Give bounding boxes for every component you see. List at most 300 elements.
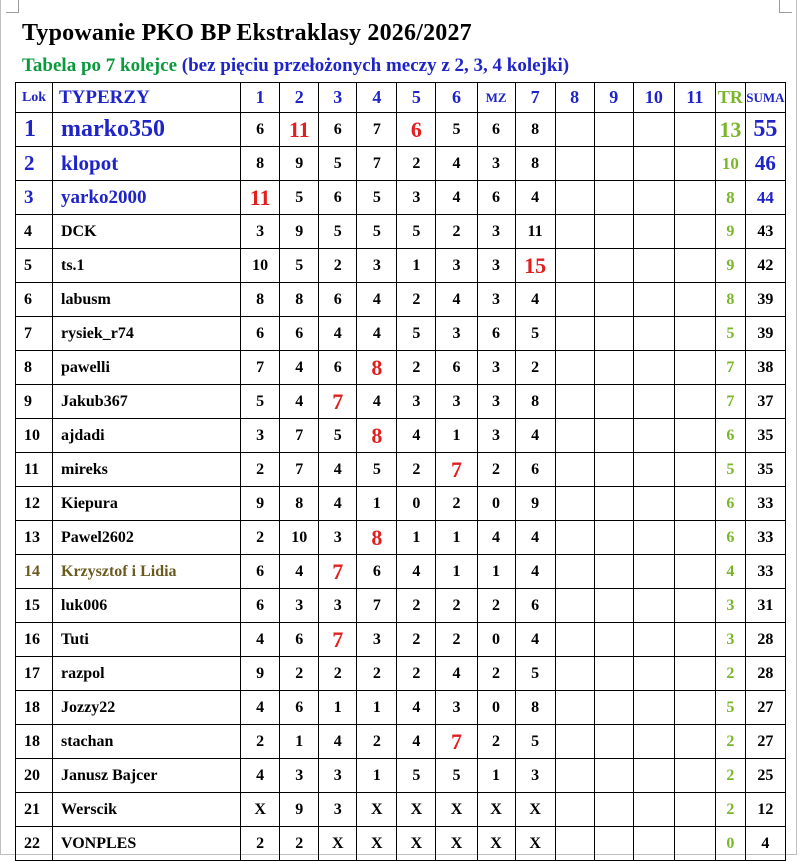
total-cell: 38 [745,351,785,385]
score-cell: 9 [241,487,280,521]
subtitle-round: Tabela po 7 kolejce [22,55,177,76]
score-cell [594,623,633,657]
player-name: marko350 [53,113,241,147]
score-cell: 4 [515,181,555,215]
page-title: Typowanie PKO BP Ekstraklasy 2026/2027 [22,20,472,46]
header-round-3: 3 [319,83,357,113]
score-cell [555,623,594,657]
score-cell [555,793,594,827]
header-row [16,83,786,113]
score-cell [633,351,674,385]
score-cell: 4 [357,317,397,351]
score-cell [594,147,633,181]
score-cell: 3 [477,419,515,453]
player-name: pawelli [53,351,241,385]
score-cell [674,521,715,555]
score-cell: 4 [319,487,357,521]
rank-cell: 7 [16,317,53,351]
score-cell: 4 [397,419,436,453]
score-cell: X [357,827,397,861]
page-corner-mark-left [6,0,19,13]
score-cell: 5 [319,215,357,249]
score-cell: 6 [477,113,515,147]
score-cell [594,181,633,215]
score-cell [594,249,633,283]
score-cell: 0 [397,487,436,521]
rank-cell: 10 [16,419,53,453]
score-cell [674,419,715,453]
score-cell: 4 [280,351,319,385]
score-cell: 6 [319,283,357,317]
score-cell [594,113,633,147]
score-cell: 2 [397,147,436,181]
header-round-8: 8 [555,83,594,113]
table-row [16,589,786,623]
score-cell: 6 [436,351,477,385]
score-cell: 6 [515,453,555,487]
score-cell [674,589,715,623]
score-cell: 4 [319,725,357,759]
player-name: klopot [53,147,241,181]
rank-cell: 16 [16,623,53,657]
score-cell [555,249,594,283]
score-cell [633,589,674,623]
score-cell [555,147,594,181]
score-cell: 4 [241,623,280,657]
score-cell [674,215,715,249]
score-cell: 6 [319,113,357,147]
total-cell: 33 [745,487,785,521]
rank-cell: 4 [16,215,53,249]
score-cell [633,453,674,487]
score-cell: 4 [397,725,436,759]
score-cell [594,453,633,487]
score-cell: 5 [397,215,436,249]
score-cell [674,759,715,793]
table-row [16,249,786,283]
score-cell [674,317,715,351]
table-row [16,215,786,249]
tr-cell: 7 [715,351,745,385]
total-cell: 46 [745,147,785,181]
score-cell: 3 [477,283,515,317]
score-cell: 8 [357,351,397,385]
score-cell [555,453,594,487]
score-cell: 6 [241,589,280,623]
header-round-6: 6 [436,83,477,113]
score-cell [594,827,633,861]
tr-cell: 5 [715,317,745,351]
score-cell [633,419,674,453]
player-name: ts.1 [53,249,241,283]
score-cell: 8 [515,147,555,181]
rank-cell: 14 [16,555,53,589]
table-row [16,793,786,827]
score-cell [594,657,633,691]
player-name: Pawel2602 [53,521,241,555]
score-cell: 3 [436,385,477,419]
score-cell: 1 [436,521,477,555]
score-cell: 7 [357,589,397,623]
score-cell: 4 [515,555,555,589]
score-cell: 3 [515,759,555,793]
tr-cell: 9 [715,249,745,283]
player-name: Jozzy22 [53,691,241,725]
score-cell: 3 [397,181,436,215]
score-cell: 1 [319,691,357,725]
score-cell: 2 [436,589,477,623]
tr-cell: 2 [715,657,745,691]
table-row [16,827,786,861]
score-cell [594,793,633,827]
score-cell [674,657,715,691]
header-round-1: 1 [241,83,280,113]
header-typerzy: TYPERZY [53,83,241,113]
score-cell [674,113,715,147]
score-cell: 10 [280,521,319,555]
score-cell: 7 [357,113,397,147]
score-cell: 7 [436,725,477,759]
score-cell: 5 [319,419,357,453]
score-cell [674,623,715,657]
score-cell: 2 [397,657,436,691]
score-cell: 4 [436,657,477,691]
score-cell: 7 [436,453,477,487]
total-cell: 28 [745,657,785,691]
tr-cell: 8 [715,181,745,215]
tr-cell: 8 [715,283,745,317]
tr-cell: 6 [715,521,745,555]
total-cell: 55 [745,113,785,147]
tr-cell: 7 [715,385,745,419]
score-cell [674,725,715,759]
score-cell [633,827,674,861]
tr-cell: 2 [715,793,745,827]
score-cell: 4 [436,283,477,317]
player-name: Werscik [53,793,241,827]
score-cell: 2 [241,521,280,555]
score-cell [674,147,715,181]
rank-cell: 12 [16,487,53,521]
total-cell: 42 [745,249,785,283]
subtitle-note: (bez pięciu przełożonych meczy z 2, 3, 4 kolejki) [177,55,570,76]
score-cell [555,827,594,861]
header-round-2: 2 [280,83,319,113]
player-name: Krzysztof i Lidia [53,555,241,589]
score-cell: 7 [357,147,397,181]
score-cell: 4 [241,759,280,793]
player-name: Kiepura [53,487,241,521]
score-cell [633,147,674,181]
score-cell: 2 [319,249,357,283]
total-cell: 33 [745,555,785,589]
score-cell [674,555,715,589]
score-cell [555,589,594,623]
score-cell: 8 [515,113,555,147]
score-cell: 8 [515,691,555,725]
score-cell: 5 [280,181,319,215]
score-cell [594,589,633,623]
score-cell: 5 [515,657,555,691]
score-cell: 6 [477,181,515,215]
rank-cell: 13 [16,521,53,555]
score-cell: 1 [280,725,319,759]
score-cell: 2 [436,215,477,249]
score-cell: 4 [436,147,477,181]
score-cell: X [477,827,515,861]
score-cell [674,453,715,487]
score-cell [555,385,594,419]
score-cell [633,521,674,555]
score-cell: 6 [319,181,357,215]
standings-body [16,83,786,861]
tr-cell: 6 [715,487,745,521]
score-cell: 4 [436,181,477,215]
tr-cell: 13 [715,113,745,147]
score-cell [594,691,633,725]
score-cell: 5 [319,147,357,181]
score-cell [674,385,715,419]
score-cell [674,283,715,317]
score-cell: 6 [357,555,397,589]
score-cell: 2 [477,657,515,691]
score-cell: X [241,793,280,827]
score-cell: 0 [477,691,515,725]
header-tr: TR [715,83,745,113]
page-corner-mark-right [779,0,792,13]
score-cell: 2 [319,657,357,691]
score-cell: 5 [397,317,436,351]
score-cell: 8 [241,283,280,317]
score-cell: 3 [319,759,357,793]
score-cell: 6 [241,317,280,351]
total-cell: 33 [745,521,785,555]
score-cell: 9 [280,215,319,249]
tr-cell: 2 [715,759,745,793]
tr-cell: 5 [715,453,745,487]
score-cell: 6 [477,317,515,351]
score-cell: 7 [319,623,357,657]
rank-cell: 8 [16,351,53,385]
header-lok: Lok [16,83,53,113]
standings-table [15,82,786,861]
score-cell: 1 [357,759,397,793]
score-cell [633,691,674,725]
score-cell: 2 [241,453,280,487]
score-cell: X [515,827,555,861]
score-cell [555,419,594,453]
table-row [16,147,786,181]
total-cell: 37 [745,385,785,419]
rank-cell: 9 [16,385,53,419]
score-cell: 3 [436,691,477,725]
table-row [16,759,786,793]
score-cell: 4 [319,317,357,351]
tr-cell: 0 [715,827,745,861]
score-cell [674,827,715,861]
score-cell [594,555,633,589]
score-cell: 2 [280,827,319,861]
table-row [16,623,786,657]
tr-cell: 9 [715,215,745,249]
score-cell: 11 [241,181,280,215]
score-cell: 4 [319,453,357,487]
score-cell: 10 [241,249,280,283]
score-cell: 2 [397,589,436,623]
score-cell: 3 [280,589,319,623]
tr-cell: 10 [715,147,745,181]
rank-cell: 1 [16,113,53,147]
score-cell: 3 [280,759,319,793]
score-cell: 0 [477,623,515,657]
header-round-7: 7 [515,83,555,113]
total-cell: 31 [745,589,785,623]
score-cell: 2 [357,725,397,759]
score-cell: 5 [357,181,397,215]
score-cell: 4 [280,555,319,589]
score-cell: 2 [477,725,515,759]
score-cell [633,317,674,351]
score-cell [674,487,715,521]
score-cell: 5 [357,215,397,249]
score-cell [555,215,594,249]
tr-cell: 3 [715,589,745,623]
rank-cell: 21 [16,793,53,827]
score-cell [633,113,674,147]
player-name: ajdadi [53,419,241,453]
score-cell: 3 [319,793,357,827]
score-cell: 2 [436,623,477,657]
score-cell [594,725,633,759]
score-cell: 9 [280,147,319,181]
total-cell: 12 [745,793,785,827]
score-cell: 3 [477,385,515,419]
score-cell [594,215,633,249]
rank-cell: 20 [16,759,53,793]
header-round-5: 5 [397,83,436,113]
score-cell: 2 [357,657,397,691]
tr-cell: 4 [715,555,745,589]
score-cell [555,521,594,555]
rank-cell: 3 [16,181,53,215]
total-cell: 27 [745,691,785,725]
table-row [16,453,786,487]
score-cell: X [436,827,477,861]
score-cell: 6 [280,623,319,657]
score-cell: 1 [477,759,515,793]
score-cell: 4 [357,283,397,317]
score-cell: 11 [515,215,555,249]
score-cell: 7 [280,419,319,453]
score-cell: 4 [515,623,555,657]
score-cell: 4 [241,691,280,725]
player-name: Jakub367 [53,385,241,419]
header-mz: MZ [477,83,515,113]
score-cell: 8 [241,147,280,181]
player-name: Tuti [53,623,241,657]
score-cell: 5 [357,453,397,487]
score-cell: 3 [477,249,515,283]
score-cell: 6 [241,113,280,147]
total-cell: 35 [745,453,785,487]
score-cell: 3 [319,521,357,555]
player-name: luk006 [53,589,241,623]
score-cell: 9 [280,793,319,827]
tr-cell: 2 [715,725,745,759]
score-cell: 3 [357,249,397,283]
score-cell: 15 [515,249,555,283]
score-cell: X [397,827,436,861]
total-cell: 39 [745,317,785,351]
score-cell [633,249,674,283]
table-row [16,521,786,555]
score-cell [555,555,594,589]
score-cell: 6 [319,351,357,385]
score-cell [594,385,633,419]
score-cell: X [319,827,357,861]
score-cell: 3 [241,215,280,249]
tr-cell: 6 [715,419,745,453]
score-cell: 5 [280,249,319,283]
score-cell: 4 [397,555,436,589]
score-cell: 11 [280,113,319,147]
score-cell: 5 [397,759,436,793]
table-row [16,283,786,317]
score-cell [633,283,674,317]
score-cell: 4 [397,691,436,725]
header-round-4: 4 [357,83,397,113]
score-cell: 3 [477,215,515,249]
score-cell [555,725,594,759]
table-row [16,657,786,691]
score-cell: 1 [397,521,436,555]
page-subtitle [22,55,569,77]
table-row [16,181,786,215]
score-cell [555,351,594,385]
score-cell: 0 [477,487,515,521]
score-cell [594,283,633,317]
score-cell: 9 [515,487,555,521]
rank-cell: 18 [16,725,53,759]
score-cell: 6 [280,317,319,351]
score-cell: 1 [357,691,397,725]
table-row [16,691,786,725]
rank-cell: 18 [16,691,53,725]
table-row [16,555,786,589]
table-row [16,113,786,147]
score-cell: 2 [241,827,280,861]
score-cell: 8 [357,419,397,453]
score-cell: X [397,793,436,827]
rank-cell: 11 [16,453,53,487]
rank-cell: 22 [16,827,53,861]
score-cell: 1 [436,419,477,453]
score-cell: 3 [397,385,436,419]
score-cell: 3 [319,589,357,623]
score-cell: 2 [397,351,436,385]
table-row [16,317,786,351]
score-cell [633,181,674,215]
score-cell [555,317,594,351]
score-cell: 2 [477,453,515,487]
score-cell: 5 [241,385,280,419]
score-cell [555,487,594,521]
table-row [16,351,786,385]
total-cell: 39 [745,283,785,317]
score-cell [674,793,715,827]
score-cell: 3 [477,147,515,181]
score-cell: 8 [357,521,397,555]
